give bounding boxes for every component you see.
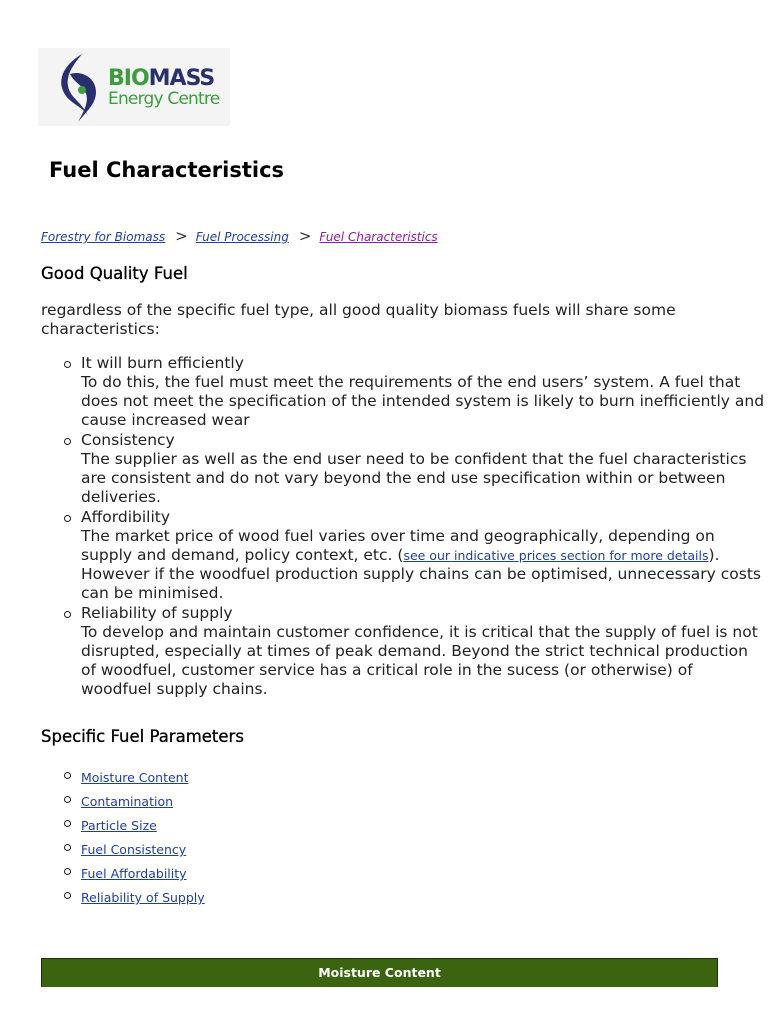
list-item — [81, 508, 767, 603]
list-item — [81, 814, 205, 838]
breadcrumb-separator: > — [175, 227, 188, 245]
biomass-logo[interactable] — [38, 48, 230, 126]
link-moisture-content[interactable]: Moisture Content — [81, 770, 189, 785]
list-item — [81, 886, 205, 910]
list-item-title: It will burn efficiently — [81, 354, 244, 372]
section-heading-specific-fuel-parameters: Specific Fuel Parameters — [41, 727, 244, 746]
list-item-title: Reliability of supply — [81, 604, 233, 622]
breadcrumb-separator: > — [298, 227, 312, 245]
logo-title: BIOMASS — [108, 66, 215, 91]
breadcrumb-fuel-characteristics[interactable]: Fuel Characteristics — [319, 230, 438, 244]
intro-paragraph: regardless of the specific fuel type, all good quality biomass fuels will share some characteristics: — [41, 301, 676, 338]
breadcrumb-fuel-processing[interactable]: Fuel Processing — [195, 230, 289, 244]
breadcrumb-forestry-for-biomass[interactable]: Forestry for Biomass — [41, 230, 166, 244]
list-item — [81, 862, 205, 886]
list-item-text: To do this, the fuel must meet the requirements of the end users’ system. A fuel that does not meet the specification of the intended system is likely to burn inefficiently and cause increased wear — [81, 373, 765, 429]
fuel-parameters-list — [41, 766, 205, 910]
link-reliability-of-supply[interactable]: Reliability of Supply — [81, 890, 205, 905]
list-item-title: Affordibility — [81, 508, 171, 526]
list-item-text: The supplier as well as the end user need to be confident that the fuel characteristics are consistent and do not vary beyond the end use specification within or between deliveries. — [81, 450, 747, 506]
indicative-prices-link[interactable]: see our indicative prices section for more details — [403, 548, 709, 563]
list-item — [81, 790, 205, 814]
list-item — [81, 766, 205, 790]
section-heading-good-quality-fuel: Good Quality Fuel — [41, 264, 188, 283]
list-item — [81, 838, 205, 862]
list-item-text: To develop and maintain customer confidence, it is critical that the supply of fuel is not disrupted, especially at times of peak demand. Beyond the strict technical production of woodfuel, customer service has a critical role in the sucess (or otherwise) of woodfuel supply chains. — [81, 623, 758, 698]
list-item — [81, 431, 767, 507]
link-contamination[interactable]: Contamination — [81, 794, 174, 809]
list-item-title: Consistency — [81, 431, 175, 449]
leaf-swirl-icon — [52, 52, 106, 124]
logo-subtitle: Energy Centre — [108, 89, 220, 109]
list-item — [81, 354, 767, 430]
link-fuel-consistency[interactable]: Fuel Consistency — [81, 842, 187, 857]
table-header-moisture-content: Moisture Content — [41, 958, 718, 987]
link-fuel-affordability[interactable]: Fuel Affordability — [81, 866, 187, 881]
breadcrumb — [41, 227, 438, 245]
link-particle-size[interactable]: Particle Size — [81, 818, 157, 833]
page-title: Fuel Characteristics — [49, 158, 285, 182]
list-item — [81, 604, 767, 699]
characteristics-list — [41, 354, 767, 700]
list-item-text: The market price of wood fuel varies over time and geographically, depending on supply and demand, policy context, etc. (see our indicative prices section for more details). However if the woodfuel production supply chains can be optimised, unnecessary costs can be minimised. — [81, 527, 761, 602]
